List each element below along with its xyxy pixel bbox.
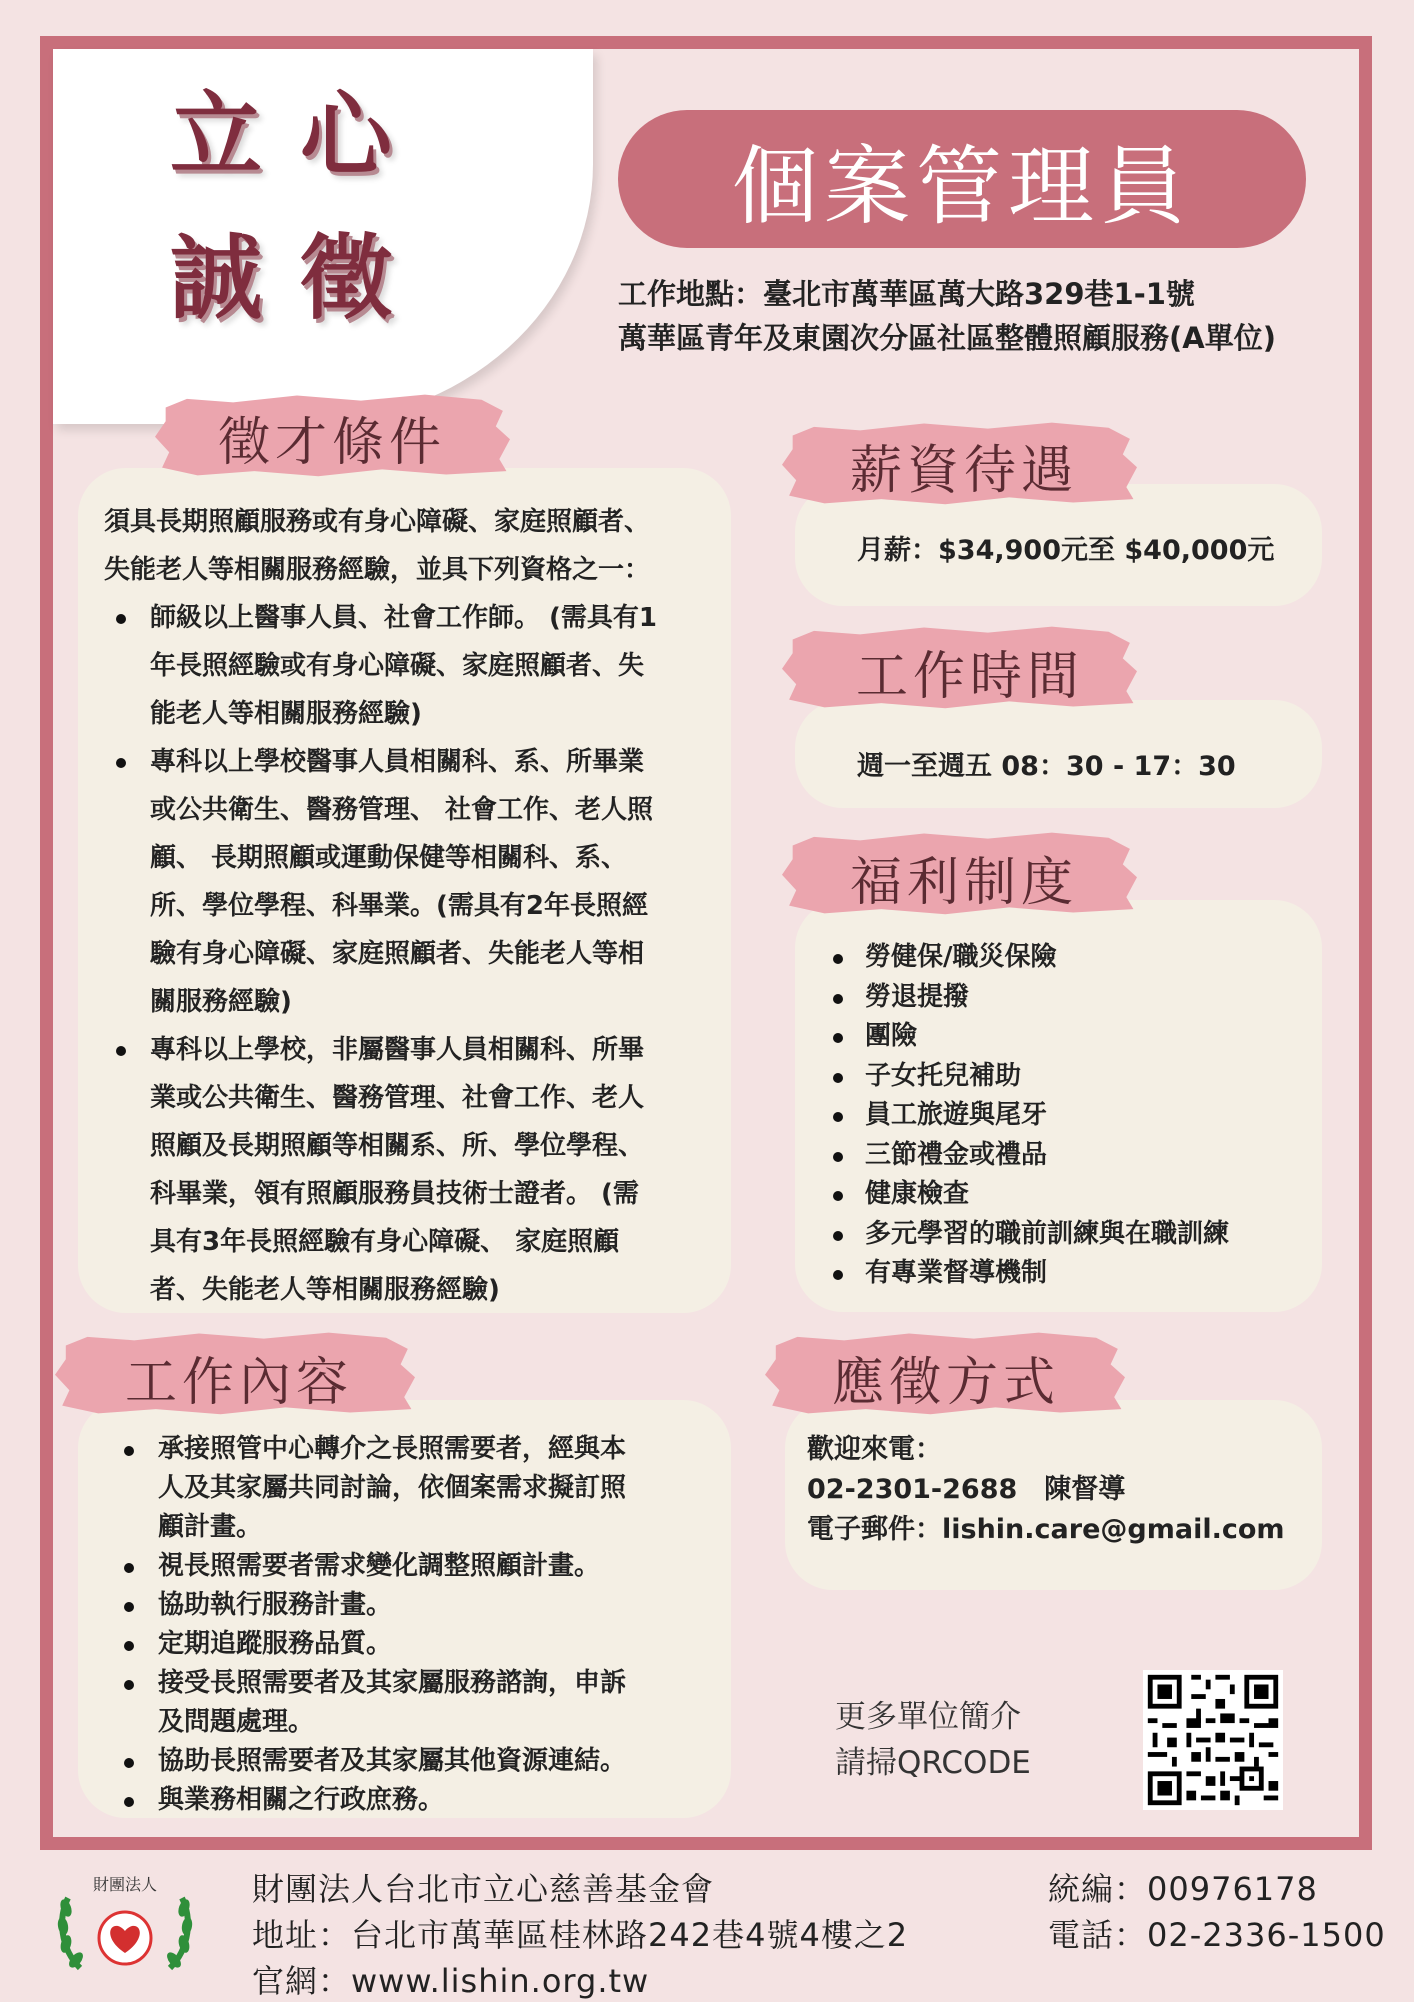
- benefit-item: 多元學習的職前訓練與在職訓練: [823, 1215, 1229, 1255]
- requirements-intro-1: 須具長期照顧服務或有身心障礙、家庭照顧者、: [104, 507, 651, 537]
- footer-org: 財團法人台北市立心慈善基金會: [252, 1870, 715, 1908]
- hours-heading: 工作時間: [856, 647, 1085, 707]
- title-char-li: 立: [170, 82, 303, 189]
- footer-website[interactable]: 官網：www.lishin.org.tw: [252, 1962, 650, 2000]
- benefit-item: 團險: [823, 1017, 1229, 1057]
- benefit-item: 勞退提撥: [823, 978, 1229, 1018]
- apply-line-1: 歡迎來電：: [807, 1434, 942, 1465]
- duty-item: 協助執行服務計畫。: [112, 1586, 626, 1625]
- benefits-heading: 福利制度: [850, 853, 1079, 913]
- requirements-list: [104, 594, 724, 1314]
- title-char-zheng: 徵: [300, 225, 433, 332]
- requirements-body: [104, 498, 724, 1314]
- duty-item: 協助長照需要者及其家屬其他資源連結。: [112, 1742, 626, 1781]
- location-line-2: 萬華區青年及東園次分區社區整體照顧服務(A單位): [618, 321, 1276, 355]
- footer-tax-id: 統編：00976178: [1048, 1870, 1318, 1908]
- qrcode-caption: [835, 1694, 1031, 1786]
- requirement-item: 專科以上學校醫事人員相關科、系、所畢業 或公共衛生、醫務管理、 社會工作、老人照 顧、 長期照顧或運動保健等相關科、系、 所、學位學程、科畢業。(需具有2年長照經 驗有身心障礙、家庭照顧者、失能老人等相 關服務經驗): [104, 738, 724, 1026]
- duties-list: [112, 1430, 626, 1820]
- salary-text: 月薪：$34,900元至 $40,000元: [857, 535, 1275, 566]
- duty-item: 視長照需要者需求變化調整照顧計畫。: [112, 1547, 626, 1586]
- requirement-item: 師級以上醫事人員、社會工作師。 (需具有1 年長照經驗或有身心障礙、家庭照顧者、失 能老人等相關服務經驗): [104, 594, 724, 738]
- apply-card: [785, 1400, 1322, 1590]
- benefits-card: [795, 900, 1322, 1312]
- qr-code[interactable]: [1143, 1670, 1283, 1810]
- job-title-pill: [618, 110, 1306, 248]
- benefit-item: 勞健保/職災保險: [823, 938, 1229, 978]
- duty-item: 接受長照需要者及其家屬服務諮詢，申訴 及問題處理。: [112, 1664, 626, 1742]
- title-char-xin: 心: [300, 82, 433, 189]
- duties-heading: 工作內容: [125, 1353, 354, 1413]
- footer-phone: 電話：02-2336-1500: [1048, 1916, 1386, 1954]
- footer-address: 地址：台北市萬華區桂林路242巷4號4樓之2: [252, 1916, 909, 1954]
- title-char-cheng: 誠: [170, 225, 303, 332]
- qrcode-caption-1: 更多單位簡介: [835, 1699, 1021, 1735]
- qrcode-caption-2: 請掃QRCODE: [835, 1745, 1031, 1781]
- hours-text: 週一至週五 08：30 - 17：30: [857, 751, 1236, 782]
- salary-heading: 薪資待遇: [850, 441, 1079, 501]
- logo-text: 財團法人: [93, 1875, 158, 1894]
- apply-email: 電子郵件：lishin.care@gmail.com: [807, 1514, 1285, 1545]
- benefit-item: 健康檢查: [823, 1175, 1229, 1215]
- requirements-heading: 徵才條件: [218, 413, 447, 473]
- apply-heading: 應徵方式: [832, 1353, 1061, 1413]
- apply-phone: 02-2301-2688 陳督導: [807, 1474, 1126, 1505]
- requirements-card: [78, 468, 731, 1313]
- requirement-item: 專科以上學校，非屬醫事人員相關科、所畢 業或公共衛生、醫務管理、社會工作、老人 照顧及長期照顧等相關系、所、學位學程、 科畢業，領有照顧服務員技術士證者。 (需 具有3年長照經驗有身心障礙、 家庭照顧 者、失能老人等相關服務經驗): [104, 1026, 724, 1314]
- benefits-list: [823, 938, 1229, 1294]
- duty-item: 定期追蹤服務品質。: [112, 1625, 626, 1664]
- benefit-item: 有專業督導機制: [823, 1254, 1229, 1294]
- benefit-item: 子女托兒補助: [823, 1057, 1229, 1097]
- hours-card: [795, 700, 1322, 808]
- job-title: 個案管理員: [732, 137, 1192, 237]
- apply-body: [807, 1430, 1285, 1550]
- location-line-1: 工作地點：臺北市萬華區萬大路329巷1-1號: [618, 277, 1195, 311]
- duties-card: [78, 1400, 731, 1818]
- duty-item: 承接照管中心轉介之長照需要者，經與本 人及其家屬共同討論，依個案需求擬訂照 顧計畫。: [112, 1430, 626, 1547]
- benefit-item: 三節禮金或禮品: [823, 1136, 1229, 1176]
- location-block: [618, 272, 1276, 360]
- requirements-intro-2: 失能老人等相關服務經驗，並具下列資格之一：: [104, 555, 651, 585]
- duty-item: 與業務相關之行政庶務。: [112, 1781, 626, 1820]
- benefit-item: 員工旅遊與尾牙: [823, 1096, 1229, 1136]
